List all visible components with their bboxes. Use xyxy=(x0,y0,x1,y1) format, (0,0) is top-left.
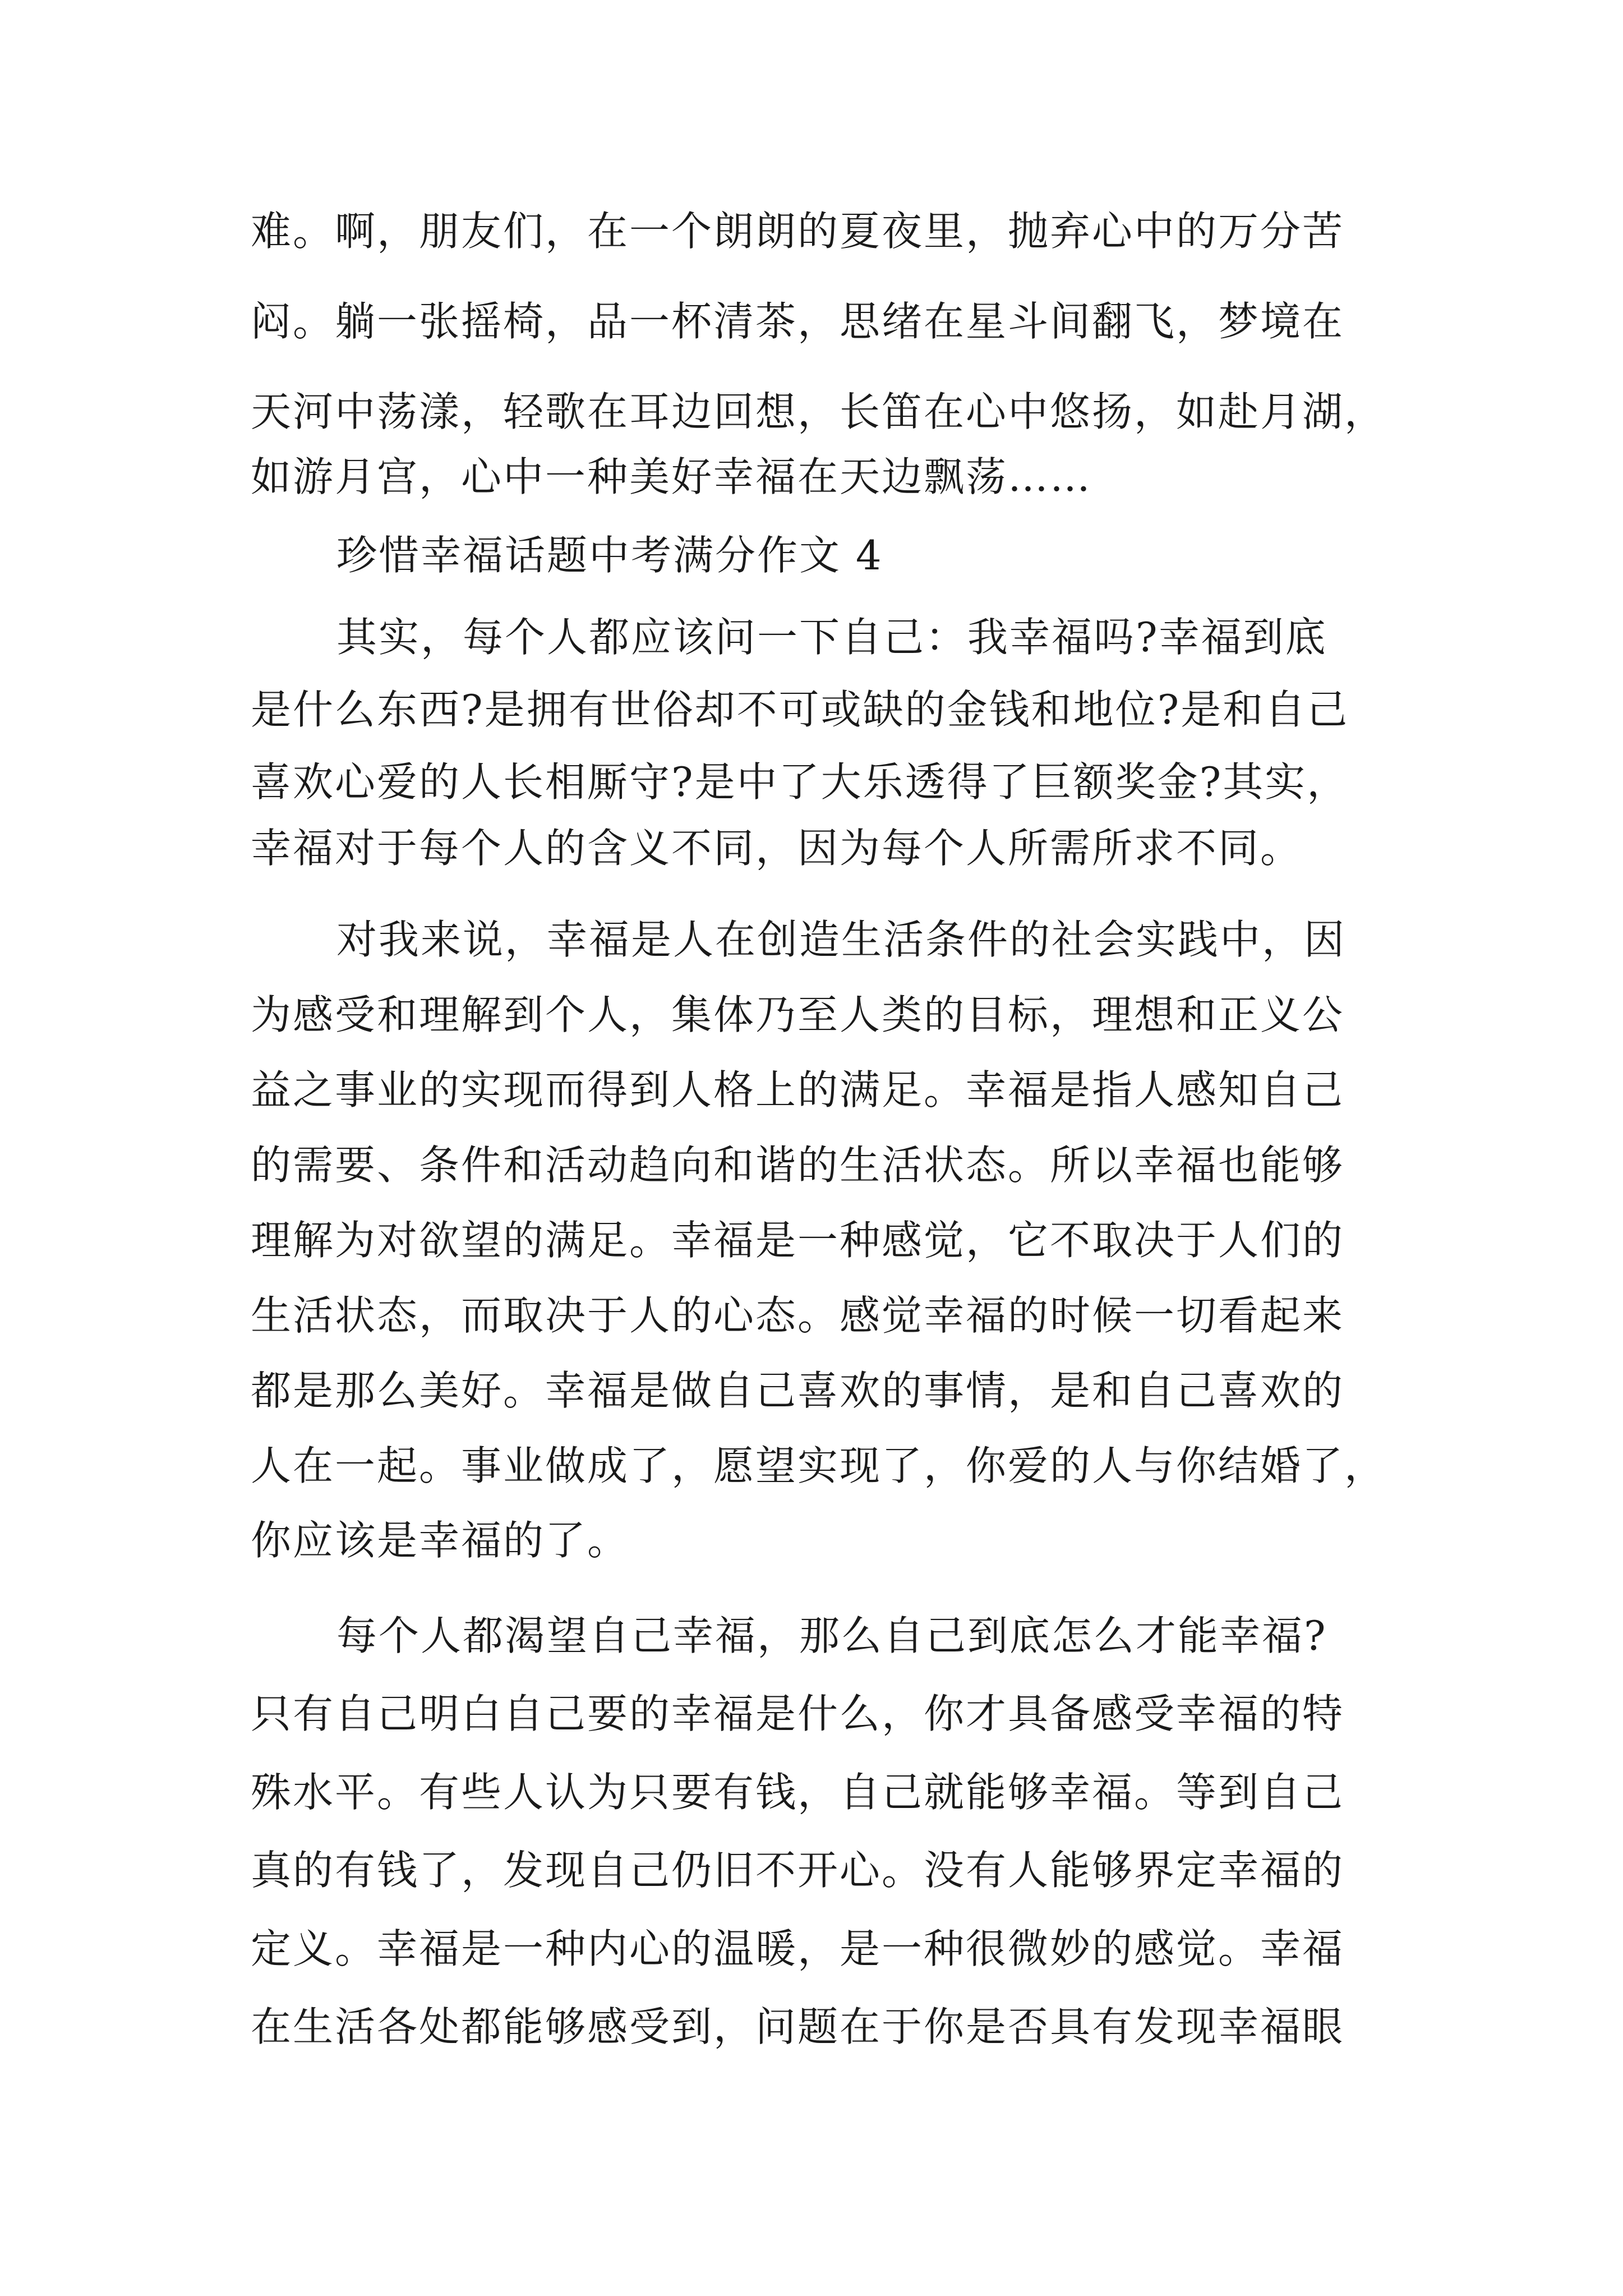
text-line: 真的有钱了，发现自己仍旧不开心。没有人能够界定幸福的 xyxy=(251,1847,1345,1894)
text-line: 如游月宫，心中一种美好幸福在天边飘荡…… xyxy=(251,453,1092,500)
text-line: 天河中荡漾，轻歌在耳边回想，长笛在心中悠扬，如赴月湖， xyxy=(251,388,1387,435)
text-line: 都是那么美好。幸福是做自己喜欢的事情，是和自己喜欢的 xyxy=(251,1367,1345,1414)
text-line: 闷。躺一张摇椅，品一杯清茶，思绪在星斗间翻飞，梦境在 xyxy=(251,298,1345,345)
text-line: 为感受和理解到个人，集体乃至人类的目标，理想和正义公 xyxy=(251,991,1345,1038)
section-title: 珍惜幸福话题中考满分作文 4 xyxy=(336,532,883,579)
text-line: 人在一起。事业做成了，愿望实现了，你爱的人与你结婚了， xyxy=(251,1442,1387,1489)
text-line: 你应该是幸福的了。 xyxy=(251,1517,630,1564)
text-line: 定义。幸福是一种内心的温暖，是一种很微妙的感觉。幸福 xyxy=(251,1925,1345,1972)
text-line: 对我来说，幸福是人在创造生活条件的社会实践中，因 xyxy=(336,916,1347,963)
text-line: 的需要、条件和活动趋向和谐的生活状态。所以幸福也能够 xyxy=(251,1142,1345,1189)
text-line: 难。啊，朋友们，在一个朗朗的夏夜里，抛弃心中的万分苦 xyxy=(251,208,1345,255)
text-line: 是什么东西?是拥有世俗却不可或缺的金钱和地位?是和自己 xyxy=(251,686,1349,733)
text-line: 其实，每个人都应该问一下自己：我幸福吗?幸福到底 xyxy=(336,614,1327,661)
text-line: 益之事业的实现而得到人格上的满足。幸福是指人感知自己 xyxy=(251,1066,1345,1114)
text-line: 只有自己明白自己要的幸福是什么，你才具备感受幸福的特 xyxy=(251,1690,1345,1737)
text-line: 殊水平。有些人认为只要有钱，自己就能够幸福。等到自己 xyxy=(251,1769,1345,1816)
text-line: 喜欢心爱的人长相厮守?是中了大乐透得了巨额奖金?其实， xyxy=(251,758,1349,806)
text-line: 生活状态，而取决于人的心态。感觉幸福的时候一切看起来 xyxy=(251,1292,1345,1339)
text-line: 理解为对欲望的满足。幸福是一种感觉，它不取决于人们的 xyxy=(251,1217,1345,1264)
text-line: 每个人都渴望自己幸福，那么自己到底怎么才能幸福? xyxy=(336,1612,1327,1659)
text-line: 在生活各处都能够感受到，问题在于你是否具有发现幸福眼 xyxy=(251,2003,1345,2050)
text-line: 幸福对于每个人的含义不同，因为每个人所需所求不同。 xyxy=(251,825,1303,872)
